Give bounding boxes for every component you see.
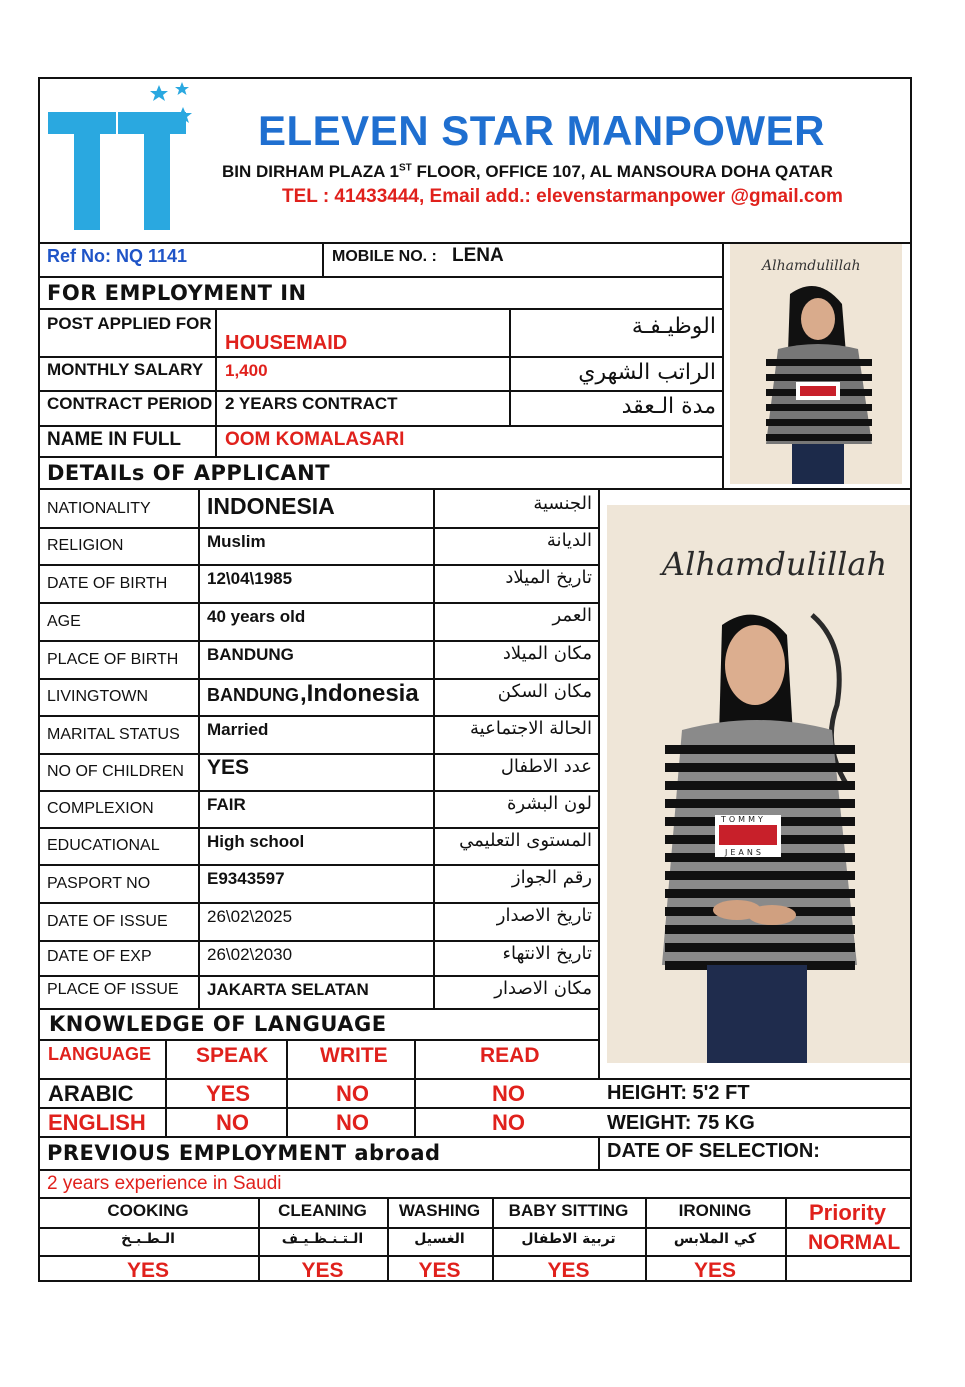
detail-label: NO OF CHILDREN — [47, 763, 184, 780]
detail-arabic: رقم الجواز — [511, 867, 592, 888]
detail-label: DATE OF EXP — [47, 948, 152, 965]
previous-title-rest: abroad — [346, 1141, 441, 1165]
detail-value-extra: ,Indonesia — [300, 680, 419, 707]
employment-value: HOUSEMAID — [225, 332, 348, 354]
detail-label: LIVINGTOWN — [47, 688, 149, 705]
row-divider — [38, 564, 600, 566]
skill-arabic: الغسيل — [414, 1231, 465, 1247]
row-divider — [38, 640, 600, 642]
sweater-stripe — [665, 871, 855, 880]
row-divider — [38, 390, 723, 392]
sweater-stripe — [665, 925, 855, 934]
detail-label: COMPLEXION — [47, 800, 154, 817]
skill-value: YES — [301, 1259, 344, 1282]
detail-label: AGE — [47, 613, 81, 630]
employment-label: MONTHLY SALARY — [47, 360, 204, 379]
employment-label: CONTRACT PERIOD — [47, 394, 213, 413]
detail-label: NATIONALITY — [47, 500, 151, 517]
detail-arabic: تاريخ الاصدار — [496, 905, 592, 926]
wall-calligraphy: Alhamdulillah — [662, 545, 888, 583]
detail-value: FAIR — [207, 795, 246, 814]
column-divider — [509, 310, 511, 426]
detail-value: High school — [207, 832, 305, 851]
detail-value: 40 years old — [207, 607, 306, 626]
detail-label: PASPORT NO — [47, 875, 151, 892]
detail-label: EDUCATIONAL — [47, 837, 160, 854]
skill-name: COOKING — [107, 1201, 189, 1220]
employment-section-title: FOR EMPLOYMENT IN — [47, 281, 307, 305]
row-divider — [38, 902, 600, 904]
language-name: ENGLISH — [48, 1110, 146, 1135]
sweater-stripe — [665, 799, 855, 808]
address-part: FLOOR, OFFICE 107, AL MANSOURA DOHA QATAR — [411, 162, 833, 181]
skill-name: BABY SITTING — [508, 1201, 629, 1220]
sweater-stripe — [665, 889, 855, 898]
applicant-photo-large — [607, 505, 910, 1063]
date-of-selection: DATE OF SELECTION: — [607, 1140, 820, 1162]
column-divider — [215, 310, 217, 458]
detail-arabic: لون البشرة — [506, 793, 592, 814]
language-read: NO — [492, 1110, 525, 1135]
language-name: ARABIC — [48, 1081, 134, 1106]
detail-value: E9343597 — [207, 869, 285, 888]
lang-header-language: LANGUAGE — [48, 1044, 151, 1064]
sweater-stripe — [665, 763, 855, 772]
detail-arabic: الديانة — [546, 530, 592, 551]
priority-value: NORMAL — [808, 1231, 901, 1254]
wall-calligraphy: Alhamdulillah — [762, 258, 861, 274]
language-read: NO — [492, 1081, 525, 1106]
language-section-title: KNOWLEDGE OF LANGUAGE — [49, 1012, 387, 1036]
detail-label: RELIGION — [47, 537, 124, 554]
lang-header-read: READ — [480, 1044, 540, 1067]
sweater-stripe — [665, 943, 855, 952]
detail-arabic: مكان السكن — [497, 681, 592, 702]
detail-value: 26\02\2025 — [207, 907, 293, 926]
row-divider — [38, 790, 600, 792]
detail-value: JAKARTA SELATAN — [207, 980, 369, 999]
detail-value: 12\04\1985 — [207, 569, 293, 588]
employment-arabic: مدة الـعقد — [621, 394, 716, 419]
skill-name: IRONING — [678, 1201, 752, 1220]
row-divider — [38, 975, 600, 977]
language-write: NO — [336, 1081, 369, 1106]
language-write: NO — [336, 1110, 369, 1135]
previous-experience: 2 years experience in Saudi — [47, 1173, 282, 1194]
company-contact: TEL : 41433444, Email add.: elevenstarmanpower @gmail.com — [282, 186, 843, 207]
sweater-brand-bottom: JEANS — [725, 848, 764, 857]
detail-value: INDONESIA — [207, 493, 335, 519]
detail-arabic: الحالة الاجتماعية — [470, 718, 592, 739]
column-divider — [785, 1197, 787, 1282]
detail-label: DATE OF ISSUE — [47, 913, 168, 930]
employment-arabic: الراتب الشهري — [578, 360, 716, 385]
priority-label: Priority — [809, 1200, 887, 1225]
detail-label: PLACE OF BIRTH — [47, 651, 179, 668]
mobile-value: LENA — [452, 245, 504, 266]
weight-value: WEIGHT: 75 KG — [607, 1112, 755, 1134]
detail-label: MARITAL STATUS — [47, 726, 180, 743]
employment-arabic: الوظيـفـة — [631, 314, 716, 339]
detail-value: Muslim — [207, 532, 266, 551]
name-label: NAME IN FULL — [47, 429, 182, 450]
detail-arabic: تاريخ الانتهاء — [502, 943, 592, 964]
name-value: OOM KOMALASARI — [225, 429, 405, 450]
skill-name: WASHING — [398, 1201, 481, 1220]
detail-value: BANDUNG — [207, 645, 294, 664]
mobile-label: MOBILE NO. : — [332, 248, 437, 265]
row-divider — [38, 864, 600, 866]
skill-arabic: الـطـبـخ — [121, 1231, 175, 1247]
sweater-brand-top: TOMMY — [721, 815, 766, 824]
skill-value: YES — [693, 1259, 737, 1282]
language-speak: YES — [206, 1081, 251, 1106]
detail-arabic: مكان الميلاد — [502, 643, 592, 664]
skill-name: CLEANING — [278, 1201, 367, 1220]
logo-eleven-icon — [46, 80, 196, 235]
detail-value: YES — [207, 756, 250, 779]
company-logo — [46, 80, 196, 235]
detail-arabic: عدد الاطفال — [500, 756, 592, 777]
address-part: BIN DIRHAM PLAZA 1 — [222, 162, 399, 181]
column-divider — [492, 1197, 494, 1282]
detail-arabic: المستوى التعليمي — [459, 830, 592, 851]
row-divider — [38, 356, 723, 358]
detail-arabic: العمر — [552, 605, 592, 626]
height-value: HEIGHT: 5'2 FT — [607, 1082, 750, 1104]
detail-value: Married — [207, 720, 269, 739]
detail-value: BANDUNG — [207, 685, 299, 705]
detail-label: DATE OF BIRTH — [47, 575, 168, 592]
skill-value: YES — [547, 1259, 590, 1282]
ref-number: Ref No: NQ 1141 — [47, 246, 188, 266]
company-address — [222, 163, 833, 180]
company-name: ELEVEN STAR MANPOWER — [258, 107, 825, 154]
details-section-title: DETAILs OF APPLICANT — [47, 461, 331, 485]
detail-arabic: مكان الاصدار — [494, 978, 592, 999]
row-divider — [38, 602, 600, 604]
row-divider — [38, 753, 600, 755]
employment-value: 1,400 — [225, 361, 268, 380]
row-divider — [38, 715, 600, 717]
address-superscript: ST — [398, 162, 412, 174]
column-divider — [258, 1197, 260, 1282]
row-divider — [38, 940, 600, 942]
previous-title-bold: PREVIOUS EMPLOYMENT — [47, 1141, 347, 1165]
employment-value: 2 YEARS CONTRACT — [225, 394, 398, 413]
applicant-photo-small — [730, 244, 902, 484]
language-speak: NO — [216, 1110, 249, 1135]
column-divider — [387, 1197, 389, 1282]
lang-header-speak: SPEAK — [196, 1044, 269, 1067]
skill-arabic: كي الملابس — [673, 1231, 757, 1247]
skill-value: YES — [126, 1259, 170, 1282]
skill-arabic: الـتـنـظـيـف — [281, 1231, 364, 1247]
sweater-stripe — [665, 745, 855, 754]
detail-arabic: الجنسية — [533, 493, 592, 514]
detail-value: 26\02\2030 — [207, 945, 293, 964]
skill-value: YES — [418, 1259, 461, 1282]
sweater-stripe — [665, 781, 855, 790]
employment-label: POST APPLIED FOR — [47, 314, 212, 333]
detail-arabic: تاريخ الميلاد — [505, 567, 592, 588]
row-divider — [38, 827, 600, 829]
detail-label: PLACE OF ISSUE — [47, 981, 179, 998]
lang-header-write: WRITE — [320, 1044, 388, 1067]
column-divider — [645, 1197, 647, 1282]
row-divider — [38, 527, 600, 529]
previous-section-title — [47, 1143, 441, 1164]
row-divider — [38, 678, 600, 680]
skill-arabic: تربية الاطفال — [521, 1231, 616, 1247]
